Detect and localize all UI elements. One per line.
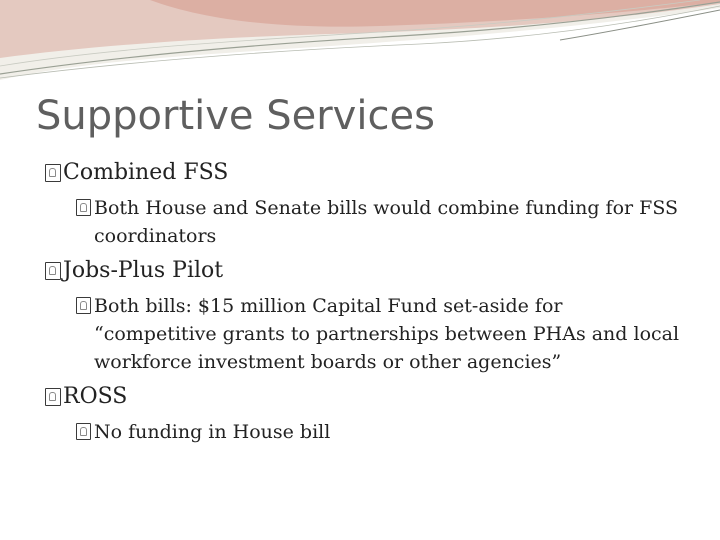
slide-title: Supportive Services: [36, 93, 435, 139]
bullet-item-ross: [0, 380, 720, 414]
sub-bullet-item: [0, 194, 684, 250]
bullet-item-jobs-plus-pilot: [0, 254, 720, 288]
square-bullet-icon: [76, 297, 91, 314]
bullet-label: ROSS: [63, 384, 128, 409]
sub-bullet-item: [0, 292, 684, 376]
square-bullet-icon: [76, 199, 91, 216]
square-bullet-icon: [76, 423, 91, 440]
bullet-list: [0, 154, 720, 450]
header-swoosh-decoration: [0, 0, 720, 90]
sub-bullet-text: Both bills: $15 million Capital Fund set-aside for “competitive grants to partnerships between PHAs and local workforce investment boards or other agencies”: [94, 295, 680, 373]
sub-bullet-text: No funding in House bill: [94, 421, 331, 443]
bullet-item-combined-fss: [0, 156, 720, 190]
square-bullet-icon: [45, 388, 61, 406]
square-bullet-icon: [45, 262, 61, 280]
sub-bullet-item: [0, 418, 684, 446]
sub-bullet-text: Both House and Senate bills would combine funding for FSS coordinators: [94, 197, 679, 247]
bullet-label: Combined FSS: [63, 160, 229, 185]
bullet-label: Jobs-Plus Pilot: [63, 258, 224, 283]
square-bullet-icon: [45, 164, 61, 182]
